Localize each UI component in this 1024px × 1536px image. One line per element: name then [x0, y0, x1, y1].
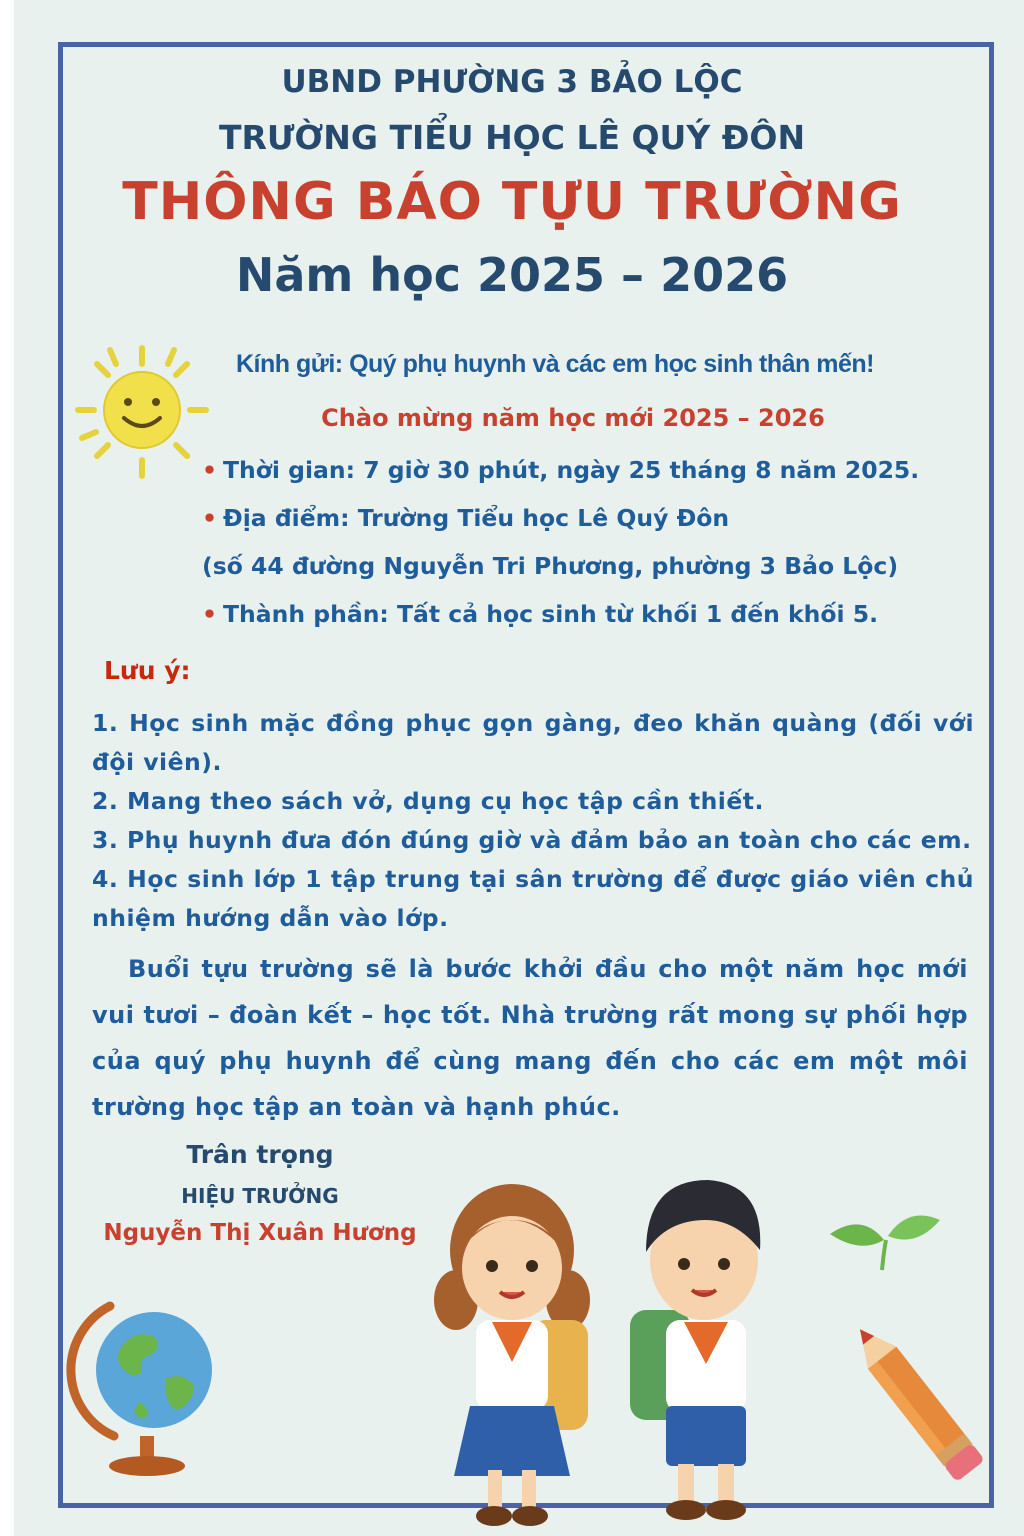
detail-participants-text: Thành phần: Tất cả học sinh từ khối 1 đến khối 5. [223, 600, 879, 628]
detail-address: (số 44 đường Nguyễn Tri Phương, phường 3 Bảo Lộc) [202, 552, 899, 580]
school-name: TRƯỜNG TIỂU HỌC LÊ QUÝ ĐÔN [218, 118, 806, 157]
note-item: 4. Học sinh lớp 1 tập trung tại sân trường để được giáo viên chủ nhiệm hướng dẫn vào lớp. [92, 865, 974, 932]
detail-time-text: Thời gian: 7 giờ 30 phút, ngày 25 tháng 8 năm 2025. [223, 456, 920, 484]
bullet-mark: • [202, 456, 218, 484]
globe-icon [70, 1286, 220, 1486]
detail-place-text: Địa điểm: Trường Tiểu học Lê Quý Đôn [223, 504, 730, 532]
greeting: Kính gửi: Quý phụ huynh và các em học sinh thân mến! [236, 350, 875, 378]
note-item: 1. Học sinh mặc đồng phục gọn gàng, đeo khăn quàng (đối với đội viên). [92, 709, 974, 776]
bullet-mark: • [202, 504, 218, 532]
note-item: 2. Mang theo sách vở, dụng cụ học tập cần thiết. [92, 787, 764, 815]
sprout-icon [826, 1212, 946, 1272]
boy-student-illustration [600, 1160, 800, 1530]
detail-time [202, 456, 919, 484]
signature-regards: Trân trọng [186, 1140, 334, 1169]
note-item: 3. Phụ huynh đưa đón đúng giờ và đảm bảo an toàn cho các em. [92, 826, 972, 854]
notes-list [92, 704, 974, 938]
closing-paragraph: Buổi tựu trường sẽ là bước khởi đầu cho một năm học mới vui tươi – đoàn kết – học tốt. Nhà trường rất mong sự phối hợp của quý phụ huynh để cùng mang đến cho các em một môi trường học tập an toàn và hạnh phúc. [92, 955, 968, 1121]
school-year: Năm học 2025 – 2026 [235, 248, 789, 302]
bullet-mark: • [202, 600, 218, 628]
signature-name: Nguyễn Thị Xuân Hương [103, 1220, 417, 1246]
detail-participants [202, 600, 878, 628]
signature-role: HIỆU TRƯỞNG [181, 1184, 339, 1208]
detail-place [202, 504, 729, 532]
welcome-line: Chào mừng năm học mới 2025 – 2026 [321, 404, 825, 432]
girl-student-illustration [412, 1170, 612, 1536]
pencil-icon [846, 1316, 986, 1486]
district-name: UBND PHƯỜNG 3 BẢO LỘC [281, 64, 743, 100]
announcement-title: THÔNG BÁO TỰU TRƯỜNG [122, 172, 902, 232]
notes-heading: Lưu ý: [104, 656, 191, 685]
